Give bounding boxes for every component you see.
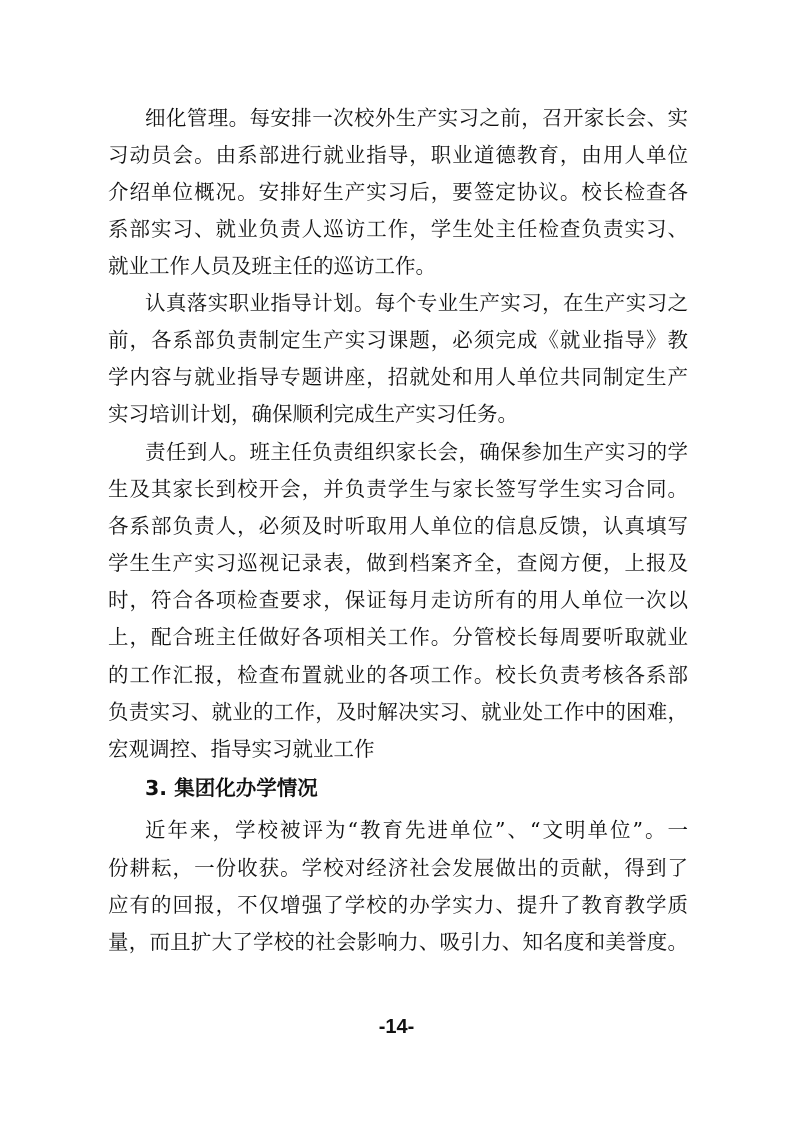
paragraph-3-line-8: 负责实习、就业的工作，及时解决实习、就业处工作中的困难， bbox=[108, 700, 688, 724]
closing-paragraph-line-4: 量，而且扩大了学校的社会影响力、吸引力、知名度和美誉度。 bbox=[108, 930, 688, 954]
closing-paragraph-line-1: 近年来，学校被评为“教育先进单位”、“文明单位”。一 bbox=[145, 818, 688, 842]
paragraph-3-line-7: 的工作汇报，检查布置就业的各项工作。校长负责考核各系部 bbox=[108, 663, 688, 687]
page-number: -14- bbox=[378, 1016, 415, 1038]
paragraph-3-line-2: 生及其家长到校开会，并负责学生与家长签写学生实习合同。 bbox=[108, 477, 688, 501]
closing-paragraph-line-2: 份耕耘，一份收获。学校对经济社会发展做出的贡献，得到了 bbox=[108, 856, 688, 880]
paragraph-3-line-3: 各系部负责人，必须及时听取用人单位的信息反馈，认真填写 bbox=[108, 514, 688, 538]
paragraph-1-line-2: 习动员会。由系部进行就业指导，职业道德教育，由用人单位 bbox=[108, 143, 688, 167]
paragraph-3-line-6: 上，配合班主任做好各项相关工作。分管校长每周要听取就业 bbox=[108, 625, 688, 649]
paragraph-2-line-3: 学内容与就业指导专题讲座，招就处和用人单位共同制定生产 bbox=[108, 365, 688, 389]
paragraph-1-line-1: 细化管理。每安排一次校外生产实习之前，召开家长会、实 bbox=[145, 106, 688, 130]
paragraph-1-line-5: 就业工作人员及班主任的巡访工作。 bbox=[108, 254, 436, 278]
paragraph-3-line-9: 宏观调控、指导实习就业工作 bbox=[108, 737, 375, 761]
section-heading: 3. 集团化办学情况 bbox=[145, 776, 318, 800]
paragraph-2-line-2: 前，各系部负责制定生产实习课题，必须完成《就业指导》教 bbox=[108, 328, 688, 352]
paragraph-3-line-1: 责任到人。班主任负责组织家长会，确保参加生产实习的学 bbox=[145, 440, 688, 464]
paragraph-2-line-4: 实习培训计划，确保顺利完成生产实习任务。 bbox=[108, 402, 518, 426]
paragraph-3-line-4: 学生生产实习巡视记录表，做到档案齐全，查阅方便，上报及 bbox=[108, 551, 688, 575]
paragraph-1-line-3: 介绍单位概况。安排好生产实习后，要签定协议。校长检查各 bbox=[108, 180, 688, 204]
paragraph-2-line-1: 认真落实职业指导计划。每个专业生产实习，在生产实习之 bbox=[145, 291, 688, 315]
closing-paragraph-line-3: 应有的回报，不仅增强了学校的办学实力、提升了教育教学质 bbox=[108, 893, 688, 917]
paragraph-1-line-4: 系部实习、就业负责人巡访工作，学生处主任检查负责实习、 bbox=[108, 217, 688, 241]
paragraph-3-line-5: 时，符合各项检查要求，保证每月走访所有的用人单位一次以 bbox=[108, 588, 688, 612]
